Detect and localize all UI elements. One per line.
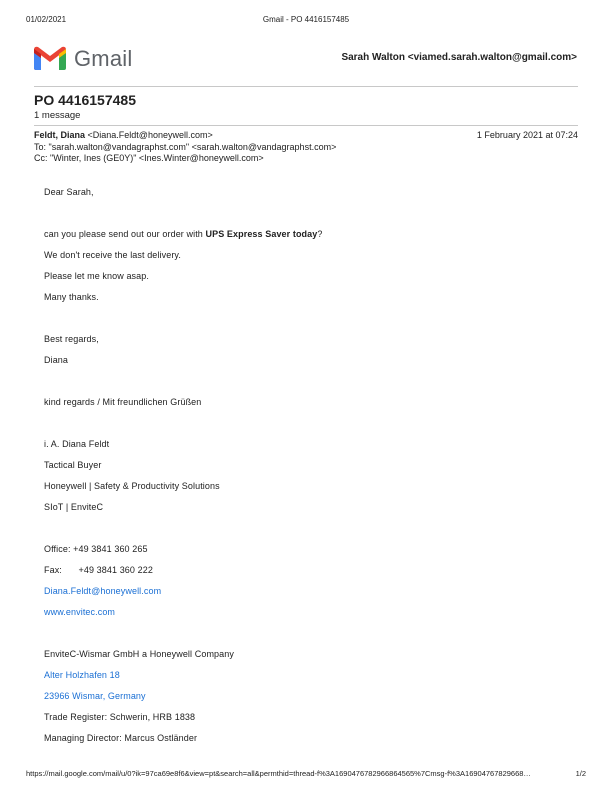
request-text: can you please send out our order with bbox=[44, 229, 206, 239]
company-name: EnviteC-Wismar GmbH a Honeywell Company bbox=[44, 649, 234, 659]
trade-register: Trade Register: Schwerin, HRB 1838 bbox=[44, 712, 196, 722]
signature-name: i. A. Diana Feldt bbox=[44, 439, 110, 449]
address-city-link[interactable]: 23966 Wismar, Germany bbox=[44, 691, 146, 701]
kind-regards: kind regards / Mit freundlichen Grüßen bbox=[44, 397, 202, 407]
body-line-asap: Please let me know asap. bbox=[44, 271, 149, 281]
closing: Best regards, bbox=[44, 334, 99, 344]
page-number: 1/2 bbox=[575, 769, 586, 778]
closing-name: Diana bbox=[44, 355, 69, 365]
to-recipients: To: "sarah.walton@vandagraphst.com" <sarah.walton@vandagraphst.com> bbox=[34, 142, 337, 152]
account-label: Sarah Walton <viamed.sarah.walton@gmail.com> bbox=[341, 52, 577, 63]
message-count: 1 message bbox=[34, 110, 81, 121]
greeting: Dear Sarah, bbox=[44, 187, 94, 197]
address-street-link[interactable]: Alter Holzhafen 18 bbox=[44, 670, 120, 680]
fax-number: +49 3841 360 222 bbox=[78, 565, 153, 575]
sender-name: Feldt, Diana bbox=[34, 130, 86, 140]
print-url: https://mail.google.com/mail/u/0?ik=97ca69e8f6&view=pt&search=all&permthid=thread-f%3A1690476782966864565%7Cmsg-f%3A16904767829668… bbox=[26, 769, 531, 778]
gmail-m-icon bbox=[34, 46, 66, 70]
signature-title: Tactical Buyer bbox=[44, 460, 102, 470]
message-date: 1 February 2021 at 07:24 bbox=[476, 130, 578, 140]
fax-line bbox=[44, 565, 153, 575]
sender bbox=[34, 130, 213, 140]
email-link[interactable]: Diana.Feldt@honeywell.com bbox=[44, 586, 162, 596]
signature-company: Honeywell | Safety & Productivity Solutions bbox=[44, 481, 220, 491]
gmail-logo[interactable] bbox=[34, 44, 134, 72]
request-emphasis: UPS Express Saver today bbox=[205, 229, 318, 239]
thread-subject: PO 4416157485 bbox=[34, 92, 136, 108]
office-phone: Office: +49 3841 360 265 bbox=[44, 544, 148, 554]
request-line bbox=[44, 229, 322, 239]
body-line-delivery: We don't receive the last delivery. bbox=[44, 250, 181, 260]
print-date: 01/02/2021 bbox=[26, 15, 67, 24]
signature-unit: SIoT | EnviteC bbox=[44, 502, 104, 512]
subject-divider bbox=[34, 125, 578, 126]
sender-email: <Diana.Feldt@honeywell.com> bbox=[87, 130, 213, 140]
managing-director: Managing Director: Marcus Ostländer bbox=[44, 733, 198, 743]
body-line-thanks: Many thanks. bbox=[44, 292, 99, 302]
header-divider bbox=[34, 86, 578, 87]
gmail-wordmark: Gmail bbox=[74, 46, 133, 71]
cc-recipients: Cc: "Winter, Ines (GE0Y)" <Ines.Winter@honeywell.com> bbox=[34, 153, 264, 163]
fax-label: Fax: bbox=[44, 565, 62, 575]
print-title: Gmail - PO 4416157485 bbox=[262, 15, 350, 24]
website-link[interactable]: www.envitec.com bbox=[44, 607, 116, 617]
request-end: ? bbox=[317, 229, 323, 239]
